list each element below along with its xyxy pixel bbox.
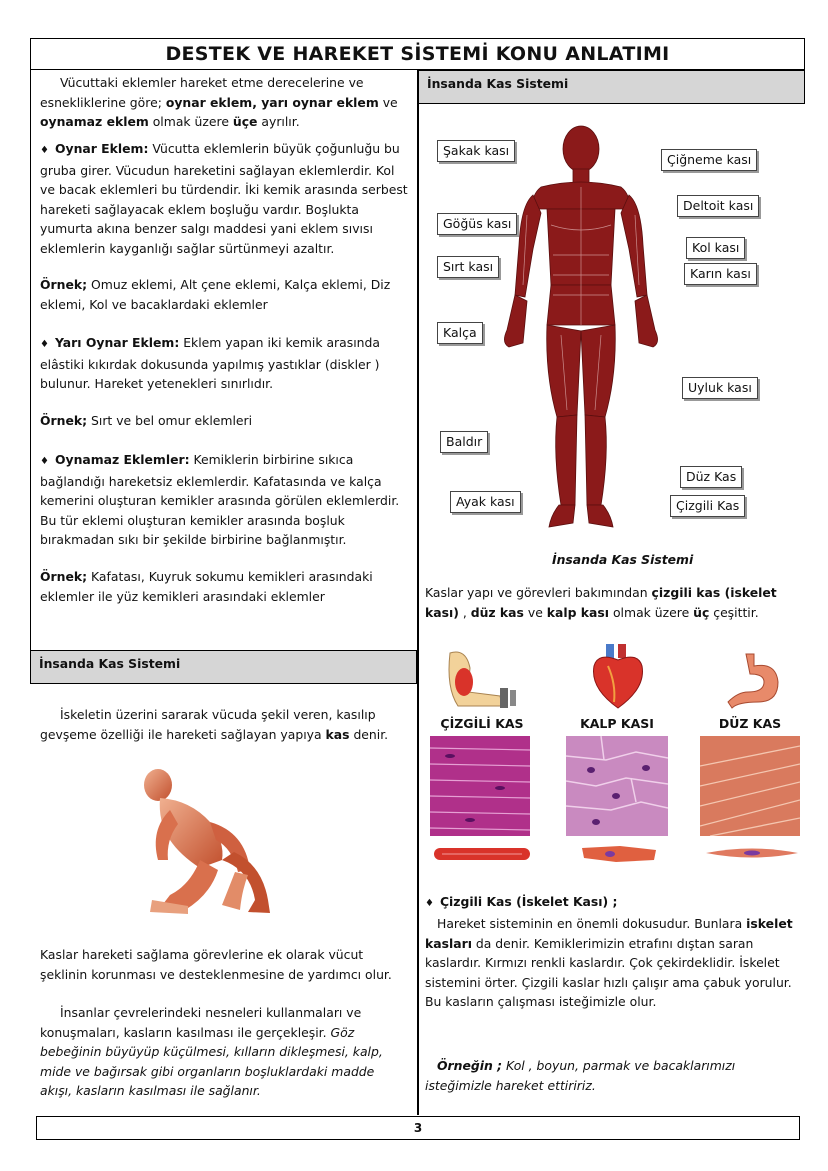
figure-caption: İnsanda Kas Sistemi — [552, 552, 694, 567]
label-kalca: Kalça — [437, 322, 483, 344]
cizgili-cell-icon — [432, 844, 532, 864]
label-karin-kasi: Karın kası — [684, 263, 757, 285]
page-title-box — [30, 38, 805, 70]
kas-paragraph-3: İnsanlar çevrelerindeki nesneleri kullanmaları ve konuşmaları, kasların kasılması ile gerçekleşir. Göz bebeğinin büyüyüp küçülmesi, kılların dikleşmesi, kalp, mide ve bağırsak gibi organların boşluklardaki madde akışı, kasların kasılması ile sağlanır. — [40, 1005, 383, 1098]
oynamaz-paragraph: ♦ Oynamaz Eklemler: Kemiklerin birbirine sıkıca bağlandığı hareketsiz eklemlerdir. Kafatasında ve kalça kemerini oluşturan kemikler arasında görülen eklemlerdir. Bu tür eklemi oluşturan kemikler arasında boşluk bırakmadan sıkı bir şekilde birbirine bağlanmıştır. — [40, 452, 400, 547]
left-border — [30, 70, 31, 650]
muscle-type-cizgili: ÇİZGİLİ KAS — [440, 716, 524, 731]
page-title: DESTEK VE HAREKET SİSTEMİ KONU ANLATIMI — [165, 43, 670, 65]
heart-icon — [588, 644, 648, 710]
oynamaz-example: Örnek; Kafatası, Kuyruk sokumu kemikleri arasındaki eklemler ile yüz kemikleri arasındaki eklemler — [40, 569, 373, 604]
duz-cell-icon — [704, 846, 800, 860]
oynar-example: Örnek; Omuz eklemi, Alt çene eklemi, Kalça eklemi, Diz eklemi, Kol ve bacaklardaki eklemler — [40, 277, 391, 312]
yari-oynar-paragraph: ♦ Yarı Oynar Eklem: Eklem yapan iki kemik arasında elâstiki kıkırdak dokusunda yapılmış yastıklar (diskler ) bulunur. Hareket yetenekleri sınırlıdır. — [40, 335, 380, 391]
label-uyluk-kasi: Uyluk kası — [682, 377, 758, 399]
yari-oynar-example: Örnek; Sırt ve bel omur eklemleri — [40, 413, 253, 428]
kalp-cell-icon — [580, 842, 658, 866]
label-gogus-kasi: Göğüs kası — [437, 213, 517, 235]
human-muscle-system-figure — [497, 125, 665, 533]
label-deltoit-kasi: Deltoit kası — [677, 195, 759, 217]
label-cigneme-kasi: Çiğneme kası — [661, 149, 757, 171]
stomach-icon — [724, 652, 784, 710]
cizgili-tissue-image — [430, 736, 530, 836]
bullet-icon: ♦ — [40, 145, 49, 156]
label-ayak-kasi: Ayak kası — [450, 491, 521, 513]
arm-icon — [440, 648, 520, 710]
muscle-types-paragraph: Kaslar yapı ve görevleri bakımından çizgili kas (iskelet kası) , düz kas ve kalp kası olmak üzere üç çeşittir. — [425, 585, 777, 620]
page-number: 3 — [413, 1121, 423, 1135]
crouching-muscle-figure — [130, 760, 275, 918]
label-kol-kasi: Kol kası — [686, 237, 745, 259]
label-cizgili-kas: Çizgili Kas — [670, 495, 745, 517]
oynar-eklem-paragraph: ♦ Oynar Eklem: Vücutta eklemlerin büyük çoğunluğu bu gruba girer. Vücudun hareketini sağlayan eklemlerdir. Kol ve bacak eklemleri bu türdendir. İki kemik arasında serbest hareketi sağlayacak eklem boşluğu vardır. Boşlukta yumurta akına benzer salgı maddesi yani eklem sıvısı eklemlerin kayganlığı sağlar sürtünmeyi azaltır. — [40, 141, 408, 256]
label-sirt-kasi: Sırt kası — [437, 256, 499, 278]
kalp-tissue-image — [566, 736, 668, 836]
column-divider — [417, 70, 419, 1115]
cizgili-kas-paragraph: Hareket sisteminin en önemli dokusudur. Bunlara iskelet kasları da denir. Kemiklerimizin etrafını dıştan saran kaslardır. Kırmızı renkli kaslardır. Çok çekirdeklidir. İskelet sistemini örter. Çizgili kaslar hızlı çalışır ama çabuk yorulur. Bu kasların çalışması isteğimizle olur. — [425, 916, 793, 1009]
kas-definition: İskeletin üzerini sararak vücuda şekil veren, kasılıp gevşeme özelliği ile hareketi sağlayan yapıya kas denir. — [40, 707, 389, 742]
bullet-icon: ♦ — [425, 898, 434, 909]
muscle-type-kalp: KALP KASI — [580, 716, 654, 731]
duz-tissue-image — [700, 736, 800, 836]
bullet-icon: ♦ — [40, 456, 49, 467]
label-sakak-kasi: Şakak kası — [437, 140, 515, 162]
muscle-type-duz: DÜZ KAS — [718, 716, 782, 731]
page-footer — [36, 1116, 800, 1140]
cizgili-kas-title: ♦ Çizgili Kas (İskelet Kası) ; — [425, 894, 618, 909]
bullet-icon: ♦ — [40, 339, 49, 350]
label-baldir: Baldır — [440, 431, 488, 453]
label-duz-kas: Düz Kas — [680, 466, 742, 488]
kas-paragraph-2: Kaslar hareketi sağlama görevlerine ek olarak vücut şeklinin korunması ve desteklenmesine de yardımcı olur. — [40, 947, 392, 982]
kas-section-header: İnsanda Kas Sistemi — [30, 650, 417, 684]
ornegin-paragraph: Örneğin ; Kol , boyun, parmak ve bacaklarımızı isteğimizle hareket ettiririz. — [425, 1058, 736, 1093]
intro-paragraph: Vücuttaki eklemler hareket etme derecelerine ve esnekliklerine göre; oynar eklem, yarı oynar eklem ve oynamaz eklem olmak üzere üçe ayrılır. — [40, 75, 398, 129]
right-section-header: İnsanda Kas Sistemi — [418, 70, 805, 104]
